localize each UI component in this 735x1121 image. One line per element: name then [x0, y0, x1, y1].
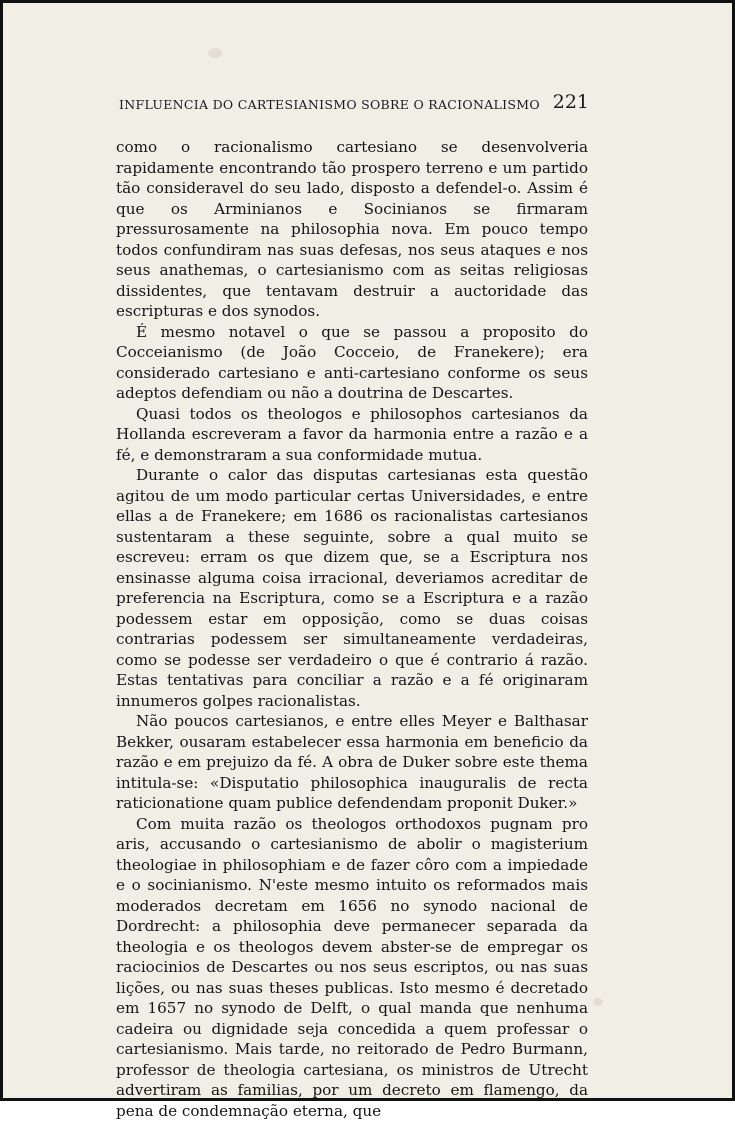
paragraph: É mesmo notavel o que se passou a proposito do Cocceianismo (de João Cocceio, de Franekere); era considerado cartesiano e anti-cartesiano conforme os seus adeptos defendiam ou não a doutrina de Descartes.	[116, 322, 588, 404]
paragraph: Quasi todos os theologos e philosophos cartesianos da Hollanda escreveram a favor da harmonia entre a razão e a fé, e demonstraram a sua conformidade mutua.	[116, 404, 588, 466]
paragraph: como o racionalismo cartesiano se desenvolveria rapidamente encontrando tão prospero terreno e um partido tão consideravel do seu lado, disposto a defendel-o. Assim é que os Arminianos e Socinianos se firmaram pressurosamente na philosophia nova. Em pouco tempo todos confundiram nas suas defesas, nos seus ataques e nos seus anathemas, o cartesianismo com as seitas religiosas dissidentes, que tentavam destruir a auctoridade das escripturas e dos synodos.	[116, 137, 588, 322]
paper-stain	[208, 48, 222, 58]
page-header	[119, 91, 589, 119]
paragraph: Durante o calor das disputas cartesianas esta questão agitou de um modo particular certas Universidades, e entre ellas a de Franekere; em 1686 os racionalistas cartesianos sustentaram a these seguinte, sobre a qual muito se escreveu: erram os que dizem que, se a Escriptura nos ensinasse alguma coisa irracional, deveriamos acreditar de preferencia na Escriptura, como se a Escriptura e a razão podessem estar em opposição, como se duas coisas contrarias podessem ser simultaneamente verdadeiras, como se podesse ser verdadeiro o que é contrario á razão. Estas tentativas para conciliar a razão e a fé originaram innumeros golpes racionalistas.	[116, 465, 588, 711]
page-number: 221	[553, 91, 589, 113]
paragraph: Não poucos cartesianos, e entre elles Meyer e Balthasar Bekker, ousaram estabelecer essa harmonia em beneficio da razão e em prejuizo da fé. A obra de Duker sobre este thema intitula-se: «Disputatio philosophica inauguralis de recta raticionatione quam publice defendendam proponit Duker.»	[116, 711, 588, 814]
body-text	[116, 137, 588, 1121]
paragraph: Com muita razão os theologos orthodoxos pugnam pro aris, accusando o cartesianismo de abolir o magisterium theologiae in philosophiam e de fazer côro com a impiedade e o socinianismo. N'este mesmo intuito os reformados mais moderados decretam em 1656 no synodo nacional de Dordrecht: a philosophia deve permanecer separada da theologia e os theologos devem abster-se de empregar os raciocinios de Descartes ou nos seus escriptos, ou nas suas lições, ou nas suas theses publicas. Isto mesmo é decretado em 1657 no synodo de Delft, o qual manda que nenhuma cadeira ou dignidade seja concedida a quem professar o cartesianismo. Mais tarde, no reitorado de Pedro Burmann, professor de theologia cartesiana, os ministros de Utrecht advertiram as familias, por um decreto em flamengo, da pena de condemnação eterna, que	[116, 814, 588, 1121]
paper-stain	[593, 998, 603, 1006]
running-head: INFLUENCIA DO CARTESIANISMO SOBRE O RACIONALISMO	[119, 97, 540, 112]
